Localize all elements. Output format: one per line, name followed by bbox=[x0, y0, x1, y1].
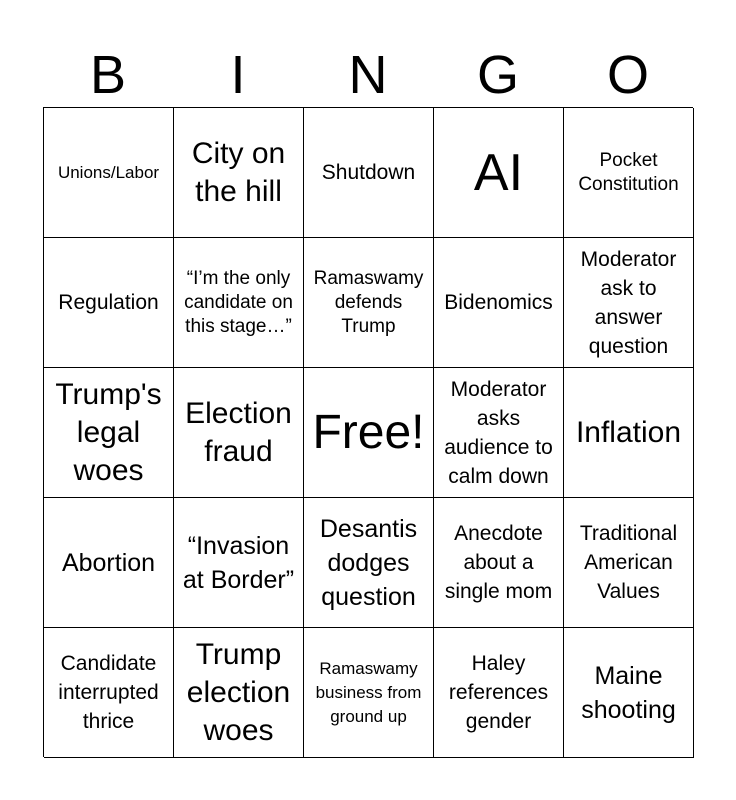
bingo-cell[interactable] bbox=[304, 238, 434, 368]
bingo-cell[interactable] bbox=[304, 628, 434, 758]
bingo-cell[interactable] bbox=[434, 628, 564, 758]
bingo-cell[interactable] bbox=[44, 628, 174, 758]
bingo-cell[interactable] bbox=[434, 238, 564, 368]
bingo-cell[interactable] bbox=[44, 498, 174, 628]
bingo-cell[interactable] bbox=[564, 498, 694, 628]
cell-text: Unions/Labor bbox=[57, 162, 160, 182]
bingo-cell[interactable] bbox=[174, 238, 304, 368]
cell-text: Desantis dodges question bbox=[319, 514, 418, 611]
bingo-card-grid bbox=[43, 107, 693, 757]
bingo-cell[interactable] bbox=[304, 108, 434, 238]
cell-text: “I’m the only candidate on this stage…” bbox=[184, 267, 293, 337]
bingo-cell[interactable] bbox=[44, 238, 174, 368]
cell-text: Moderator asks audience to calm down bbox=[444, 377, 553, 488]
cell-text: Regulation bbox=[58, 291, 159, 314]
bingo-cell[interactable] bbox=[174, 368, 304, 498]
header-letter-g: G bbox=[476, 45, 519, 105]
cell-text: Ramaswamy business from ground up bbox=[315, 658, 422, 726]
cell-text: Shutdown bbox=[321, 161, 416, 184]
bingo-cell[interactable] bbox=[434, 498, 564, 628]
cell-text: City on the hill bbox=[191, 136, 286, 208]
bingo-cell[interactable] bbox=[564, 238, 694, 368]
bingo-cell[interactable] bbox=[44, 368, 174, 498]
bingo-header bbox=[43, 40, 693, 110]
bingo-cell[interactable] bbox=[174, 498, 304, 628]
cell-text: Trump election woes bbox=[186, 637, 291, 747]
cell-text: Abortion bbox=[61, 548, 156, 577]
cell-text: Candidate interrupted thrice bbox=[58, 652, 159, 733]
header-letter-o: O bbox=[606, 45, 649, 105]
cell-text: Haley references gender bbox=[448, 652, 549, 733]
cell-text: Election fraud bbox=[185, 396, 292, 468]
bingo-cell[interactable] bbox=[434, 108, 564, 238]
cell-text: Maine shooting bbox=[581, 661, 676, 724]
cell-text: “Invasion at Border” bbox=[182, 531, 295, 594]
header-letter-i: I bbox=[230, 45, 246, 105]
cell-text: Inflation bbox=[575, 415, 682, 449]
cell-text: Free! bbox=[312, 405, 425, 459]
cell-text: Pocket Constitution bbox=[578, 149, 679, 195]
bingo-cell[interactable] bbox=[564, 108, 694, 238]
cell-text: Trump's legal woes bbox=[55, 377, 162, 487]
bingo-cell-free[interactable] bbox=[304, 368, 434, 498]
cell-text: Moderator ask to answer question bbox=[580, 247, 677, 358]
cell-text: Anecdote about a single mom bbox=[444, 522, 553, 603]
cell-text: Traditional American Values bbox=[579, 522, 678, 603]
cell-text: Ramaswamy defends Trump bbox=[313, 267, 424, 337]
header-letter-n: N bbox=[348, 45, 388, 105]
bingo-cell[interactable] bbox=[44, 108, 174, 238]
cell-text: AI bbox=[473, 143, 524, 202]
bingo-cell[interactable] bbox=[434, 368, 564, 498]
bingo-cell[interactable] bbox=[174, 628, 304, 758]
bingo-cell[interactable] bbox=[304, 498, 434, 628]
header-letter-b: B bbox=[89, 45, 127, 105]
bingo-cell[interactable] bbox=[174, 108, 304, 238]
bingo-cell[interactable] bbox=[564, 368, 694, 498]
bingo-cell[interactable] bbox=[564, 628, 694, 758]
cell-text: Bidenomics bbox=[444, 291, 553, 314]
